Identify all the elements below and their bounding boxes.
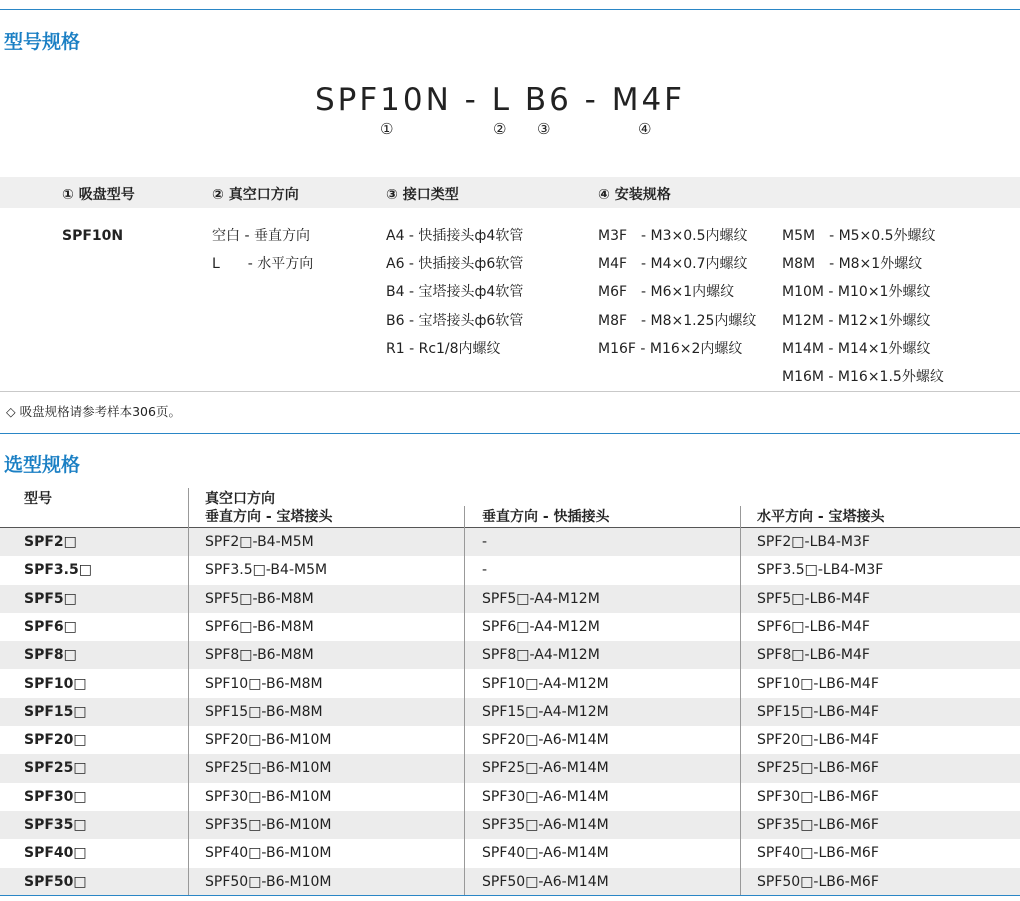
cell-model: SPF20□ bbox=[24, 732, 87, 749]
spec-direction-list bbox=[212, 222, 313, 278]
cell-vertical-quick: SPF35□-A6-M14M bbox=[482, 817, 609, 833]
th-vertical-barb: 垂直方向 - 宝塔接头 bbox=[205, 509, 333, 525]
cell-horizontal-barb: SPF30□-LB6-M6F bbox=[757, 788, 879, 805]
top-rule bbox=[0, 9, 1020, 10]
cell-vertical-barb: SPF35□-B6-M10M bbox=[205, 817, 332, 833]
cell-horizontal-barb: SPF5□-LB6-M4F bbox=[757, 590, 870, 607]
cell-vertical-barb: SPF20□-B6-M10M bbox=[205, 732, 332, 749]
table-row bbox=[0, 585, 1020, 613]
th-direction-group: 真空口方向 bbox=[205, 491, 275, 507]
table-row bbox=[0, 698, 1020, 726]
selection-table-body bbox=[0, 528, 1020, 896]
spec-header-port: ③ 接口类型 bbox=[386, 187, 459, 203]
table-row bbox=[0, 783, 1020, 811]
marker-1: ① bbox=[380, 120, 394, 138]
list-item: A6 - 快插接头ф6软管 bbox=[386, 256, 524, 273]
spec-bottom-rule bbox=[0, 391, 1020, 392]
cell-vertical-barb: SPF15□-B6-M8M bbox=[205, 703, 323, 720]
cell-vertical-barb: SPF6□-B6-M8M bbox=[205, 618, 314, 635]
spec-mount-female-list bbox=[598, 222, 756, 363]
section-title-model-spec: 型号规格 bbox=[4, 31, 81, 53]
list-item: L - 水平方向 bbox=[212, 256, 314, 273]
cell-vertical-quick: SPF8□-A4-M12M bbox=[482, 647, 600, 664]
cell-vertical-quick: SPF15□-A4-M12M bbox=[482, 703, 609, 720]
spec-header-mount: ④ 安装规格 bbox=[598, 187, 671, 203]
table-row bbox=[0, 811, 1020, 839]
table-row bbox=[0, 754, 1020, 782]
list-item: A4 - 快插接头ф4软管 bbox=[386, 228, 524, 244]
table-row bbox=[0, 528, 1020, 556]
list-item: B6 - 宝塔接头ф6软管 bbox=[386, 312, 524, 329]
cell-model: SPF30□ bbox=[24, 788, 87, 805]
cell-vertical-quick: - bbox=[482, 534, 488, 550]
th-vertical-quick: 垂直方向 - 快插接头 bbox=[482, 509, 610, 525]
list-item: M5M - M5×0.5外螺纹 bbox=[782, 228, 936, 244]
table-bottom-rule bbox=[0, 895, 1020, 896]
marker-2: ② bbox=[493, 120, 507, 138]
cell-vertical-quick: - bbox=[482, 562, 488, 579]
th-horizontal-barb: 水平方向 - 宝塔接头 bbox=[757, 509, 885, 525]
cell-vertical-quick: SPF10□-A4-M12M bbox=[482, 675, 609, 692]
spec-port-list bbox=[386, 222, 523, 363]
cell-vertical-quick: SPF30□-A6-M14M bbox=[482, 788, 609, 805]
cell-horizontal-barb: SPF6□-LB6-M4F bbox=[757, 618, 870, 635]
table-row bbox=[0, 556, 1020, 584]
note-text: ◇ 吸盘规格请参考样本306页。 bbox=[6, 404, 181, 419]
cell-vertical-quick: SPF40□-A6-M14M bbox=[482, 845, 609, 862]
cell-model: SPF50□ bbox=[24, 873, 87, 890]
spec-header-suction-cup: ① 吸盘型号 bbox=[62, 187, 135, 203]
column-divider bbox=[464, 506, 465, 896]
cell-vertical-barb: SPF5□-B6-M8M bbox=[205, 590, 314, 607]
list-item: M4F - M4×0.7内螺纹 bbox=[598, 256, 748, 273]
spec-header-band bbox=[0, 177, 1020, 208]
cell-vertical-quick: SPF6□-A4-M12M bbox=[482, 618, 600, 635]
cell-horizontal-barb: SPF15□-LB6-M4F bbox=[757, 703, 879, 720]
list-item: M14M - M14×1外螺纹 bbox=[782, 340, 931, 357]
list-item: M6F - M6×1内螺纹 bbox=[598, 284, 735, 301]
cell-vertical-quick: SPF20□-A6-M14M bbox=[482, 732, 609, 749]
cell-model: SPF35□ bbox=[24, 817, 87, 833]
marker-4: ④ bbox=[638, 120, 652, 138]
spec-header-direction: ② 真空口方向 bbox=[212, 187, 299, 203]
cell-horizontal-barb: SPF25□-LB6-M6F bbox=[757, 760, 879, 777]
list-item: R1 - Rc1/8内螺纹 bbox=[386, 340, 501, 357]
section2-rule bbox=[0, 433, 1020, 434]
cell-model: SPF40□ bbox=[24, 845, 87, 862]
cell-horizontal-barb: SPF50□-LB6-M6F bbox=[757, 873, 879, 890]
list-item: M12M - M12×1外螺纹 bbox=[782, 312, 931, 329]
cell-horizontal-barb: SPF2□-LB4-M3F bbox=[757, 534, 870, 550]
cell-model: SPF15□ bbox=[24, 703, 87, 720]
cell-model: SPF6□ bbox=[24, 618, 77, 635]
cell-vertical-quick: SPF5□-A4-M12M bbox=[482, 590, 600, 607]
list-item: M3F - M3×0.5内螺纹 bbox=[598, 228, 748, 244]
cell-vertical-barb: SPF30□-B6-M10M bbox=[205, 788, 332, 805]
cell-horizontal-barb: SPF35□-LB6-M6F bbox=[757, 817, 879, 833]
cell-vertical-barb: SPF2□-B4-M5M bbox=[205, 534, 314, 550]
column-divider bbox=[740, 506, 741, 896]
cell-model: SPF2□ bbox=[24, 534, 77, 550]
list-item: M8M - M8×1外螺纹 bbox=[782, 256, 923, 273]
list-item: 空白 - 垂直方向 bbox=[212, 228, 310, 244]
list-item: M8F - M8×1.25内螺纹 bbox=[598, 312, 757, 329]
cell-vertical-quick: SPF50□-A6-M14M bbox=[482, 873, 609, 890]
cell-vertical-barb: SPF40□-B6-M10M bbox=[205, 845, 332, 862]
table-row bbox=[0, 726, 1020, 754]
model-code: SPF10N - L B6 - M4F bbox=[314, 82, 686, 118]
list-item: M16F - M16×2内螺纹 bbox=[598, 340, 743, 357]
cell-horizontal-barb: SPF10□-LB6-M4F bbox=[757, 675, 879, 692]
cell-horizontal-barb: SPF20□-LB6-M4F bbox=[757, 732, 879, 749]
cell-model: SPF3.5□ bbox=[24, 562, 92, 579]
marker-3: ③ bbox=[537, 120, 551, 138]
list-item: M16M - M16×1.5外螺纹 bbox=[782, 368, 944, 385]
table-row bbox=[0, 839, 1020, 867]
cell-vertical-quick: SPF25□-A6-M14M bbox=[482, 760, 609, 777]
cell-vertical-barb: SPF10□-B6-M8M bbox=[205, 675, 323, 692]
list-item: B4 - 宝塔接头ф4软管 bbox=[386, 284, 524, 301]
table-row bbox=[0, 641, 1020, 669]
cell-vertical-barb: SPF50□-B6-M10M bbox=[205, 873, 332, 890]
cell-model: SPF25□ bbox=[24, 760, 87, 777]
cell-vertical-barb: SPF3.5□-B4-M5M bbox=[205, 562, 328, 579]
cell-model: SPF10□ bbox=[24, 675, 87, 692]
cell-model: SPF8□ bbox=[24, 647, 77, 664]
spec-mount-male-list bbox=[782, 222, 944, 391]
section-title-selection: 选型规格 bbox=[4, 454, 81, 476]
spec-suction-cup: SPF10N bbox=[62, 228, 124, 244]
cell-vertical-barb: SPF8□-B6-M8M bbox=[205, 647, 314, 664]
th-model: 型号 bbox=[24, 491, 52, 507]
cell-horizontal-barb: SPF40□-LB6-M6F bbox=[757, 845, 879, 862]
cell-model: SPF5□ bbox=[24, 590, 77, 607]
cell-vertical-barb: SPF25□-B6-M10M bbox=[205, 760, 332, 777]
table-row bbox=[0, 670, 1020, 698]
column-divider bbox=[188, 488, 189, 896]
cell-horizontal-barb: SPF3.5□-LB4-M3F bbox=[757, 562, 884, 579]
table-row bbox=[0, 613, 1020, 641]
list-item: M10M - M10×1外螺纹 bbox=[782, 284, 931, 301]
cell-horizontal-barb: SPF8□-LB6-M4F bbox=[757, 647, 870, 664]
table-row bbox=[0, 868, 1020, 896]
